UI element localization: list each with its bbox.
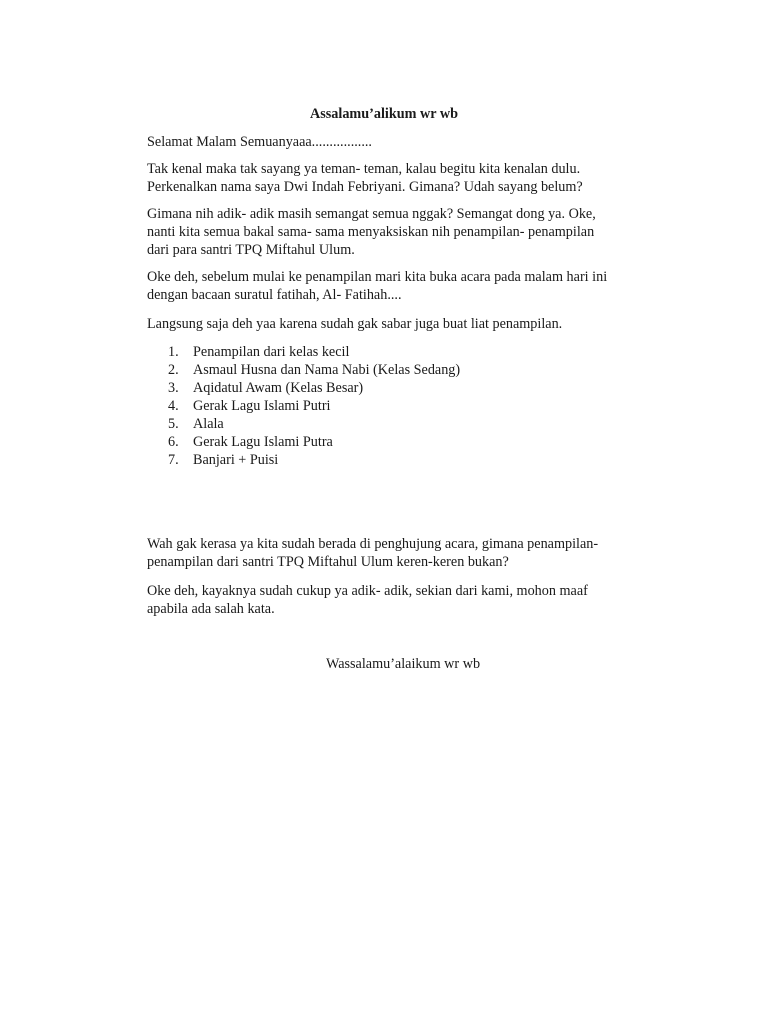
introduction-paragraph xyxy=(147,160,657,196)
greeting-paragraph xyxy=(147,133,657,151)
end-of-event-paragraph xyxy=(147,535,657,571)
list-item-text: Gerak Lagu Islami Putri xyxy=(193,398,331,414)
list-item-text: Asmaul Husna dan Nama Nabi (Kelas Sedang) xyxy=(193,362,461,378)
list-item-number: 4. xyxy=(168,398,179,414)
list-item-number: 2. xyxy=(168,362,179,378)
paragraph-line: Langsung saja deh yaa karena sudah gak sabar juga buat liat penampilan. xyxy=(147,316,563,332)
paragraph-line: Oke deh, sebelum mulai ke penampilan mari kita buka acara pada malam hari ini xyxy=(147,269,608,285)
document-title: Assalamu’alikum wr wb xyxy=(310,106,458,122)
list-item-number: 3. xyxy=(168,380,179,396)
greeting-line: Selamat Malam Semuanyaaa................. xyxy=(147,134,372,150)
opening-prayer-paragraph xyxy=(147,268,657,304)
paragraph-line: Gimana nih adik- adik masih semangat semua nggak? Semangat dong ya. Oke, xyxy=(147,206,596,222)
paragraph-line: nanti kita semua bakal sama- sama menyaksiskan nih penampilan- penampilan xyxy=(147,224,595,240)
paragraph-line: dengan bacaan suratul fatihah, Al- Fatihah.... xyxy=(147,287,402,303)
list-item-text: Penampilan dari kelas kecil xyxy=(193,344,350,360)
paragraph-line: penampilan dari santri TPQ Miftahul Ulum keren-keren bukan? xyxy=(147,554,509,570)
paragraph-line: Oke deh, kayaknya sudah cukup ya adik- adik, sekian dari kami, mohon maaf xyxy=(147,583,588,599)
list-item-text: Gerak Lagu Islami Putra xyxy=(193,434,333,450)
list-item-text: Aqidatul Awam (Kelas Besar) xyxy=(193,380,364,396)
closing-salutation: Wassalamu’alaikum wr wb xyxy=(325,656,481,672)
paragraph-line: Tak kenal maka tak sayang ya teman- teman, kalau begitu kita kenalan dulu. xyxy=(147,161,581,177)
list-item-number: 1. xyxy=(168,344,179,360)
paragraph-line: dari para santri TPQ Miftahul Ulum. xyxy=(147,242,355,258)
paragraph-line: Wah gak kerasa ya kita sudah berada di penghujung acara, gimana penampilan- xyxy=(147,536,599,552)
farewell-paragraph xyxy=(147,582,657,618)
list-item-number: 7. xyxy=(168,452,179,468)
paragraph-line: Perkenalkan nama saya Dwi Indah Febriyani. Gimana? Udah sayang belum? xyxy=(147,179,583,195)
list-item-text: Banjari + Puisi xyxy=(193,452,279,468)
list-item-text: Alala xyxy=(193,416,224,432)
paragraph-line: apabila ada salah kata. xyxy=(147,601,275,617)
list-item-number: 6. xyxy=(168,434,179,450)
list-item-number: 5. xyxy=(168,416,179,432)
spirit-paragraph xyxy=(147,205,657,259)
transition-paragraph xyxy=(147,315,657,333)
